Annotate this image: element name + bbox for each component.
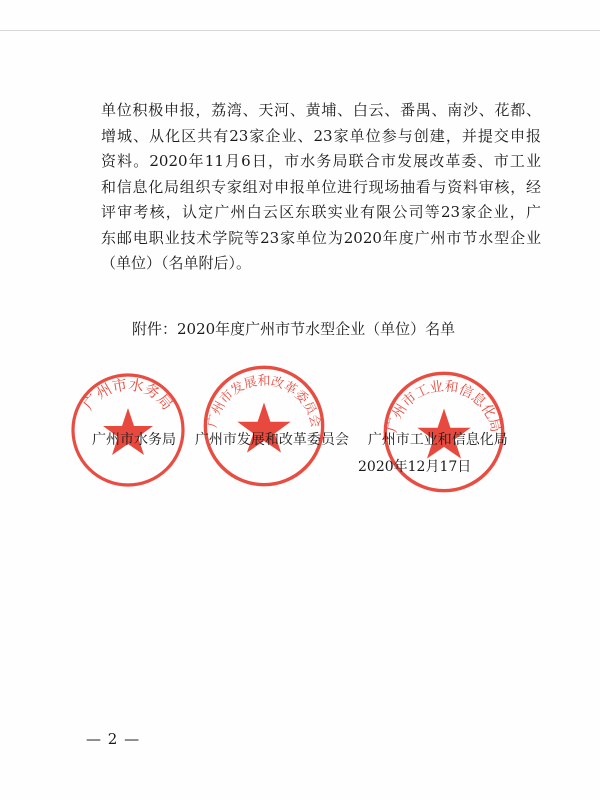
seal-text: 广州市水务局: [79, 375, 177, 414]
body-line: 增城、从化区共有23家企业、23家单位参与创建，并提交申报: [101, 126, 541, 145]
seal-development-reform-commission: [200, 362, 328, 490]
issue-date: 2020年12月17日: [358, 459, 472, 475]
page-edge-line: [0, 30, 600, 31]
page-number: — 2 —: [86, 730, 141, 748]
body-paragraph: [101, 98, 541, 277]
signer-name: 广州市工业和信息化局: [367, 432, 508, 448]
signers-line: [92, 429, 508, 449]
seal-text: 广州市发展和改革委员会: [205, 374, 323, 430]
body-line: 东邮电职业技术学院等23家单位为2020年度广州市节水型企业: [101, 228, 541, 247]
signer-name: 广州市水务局: [92, 432, 176, 448]
attachment-note: 附件：2020年度广州市节水型企业（单位）名单: [132, 320, 456, 338]
body-line: 单位积极申报，荔湾、天河、黄埔、白云、番禺、南沙、花都、: [101, 101, 541, 119]
body-line: 资料。2020年11月6日，市水务局联合市发展改革委、市工业: [101, 152, 541, 170]
body-line: （单位）（名单附后）。: [101, 254, 252, 272]
seal-graphic: [200, 362, 328, 490]
svg-text:广州市水务局: [79, 375, 176, 413]
body-line: 和信息化局组织专家组对申报单位进行现场抽看与资料审核，经: [101, 177, 541, 196]
body-line: 评审考核，认定广州白云区东联实业有限公司等23家企业，广: [101, 203, 541, 221]
signer-name: 广州市发展和改革委员会: [194, 432, 349, 448]
seal-text: 广州市工业和信息化局: [384, 378, 504, 435]
